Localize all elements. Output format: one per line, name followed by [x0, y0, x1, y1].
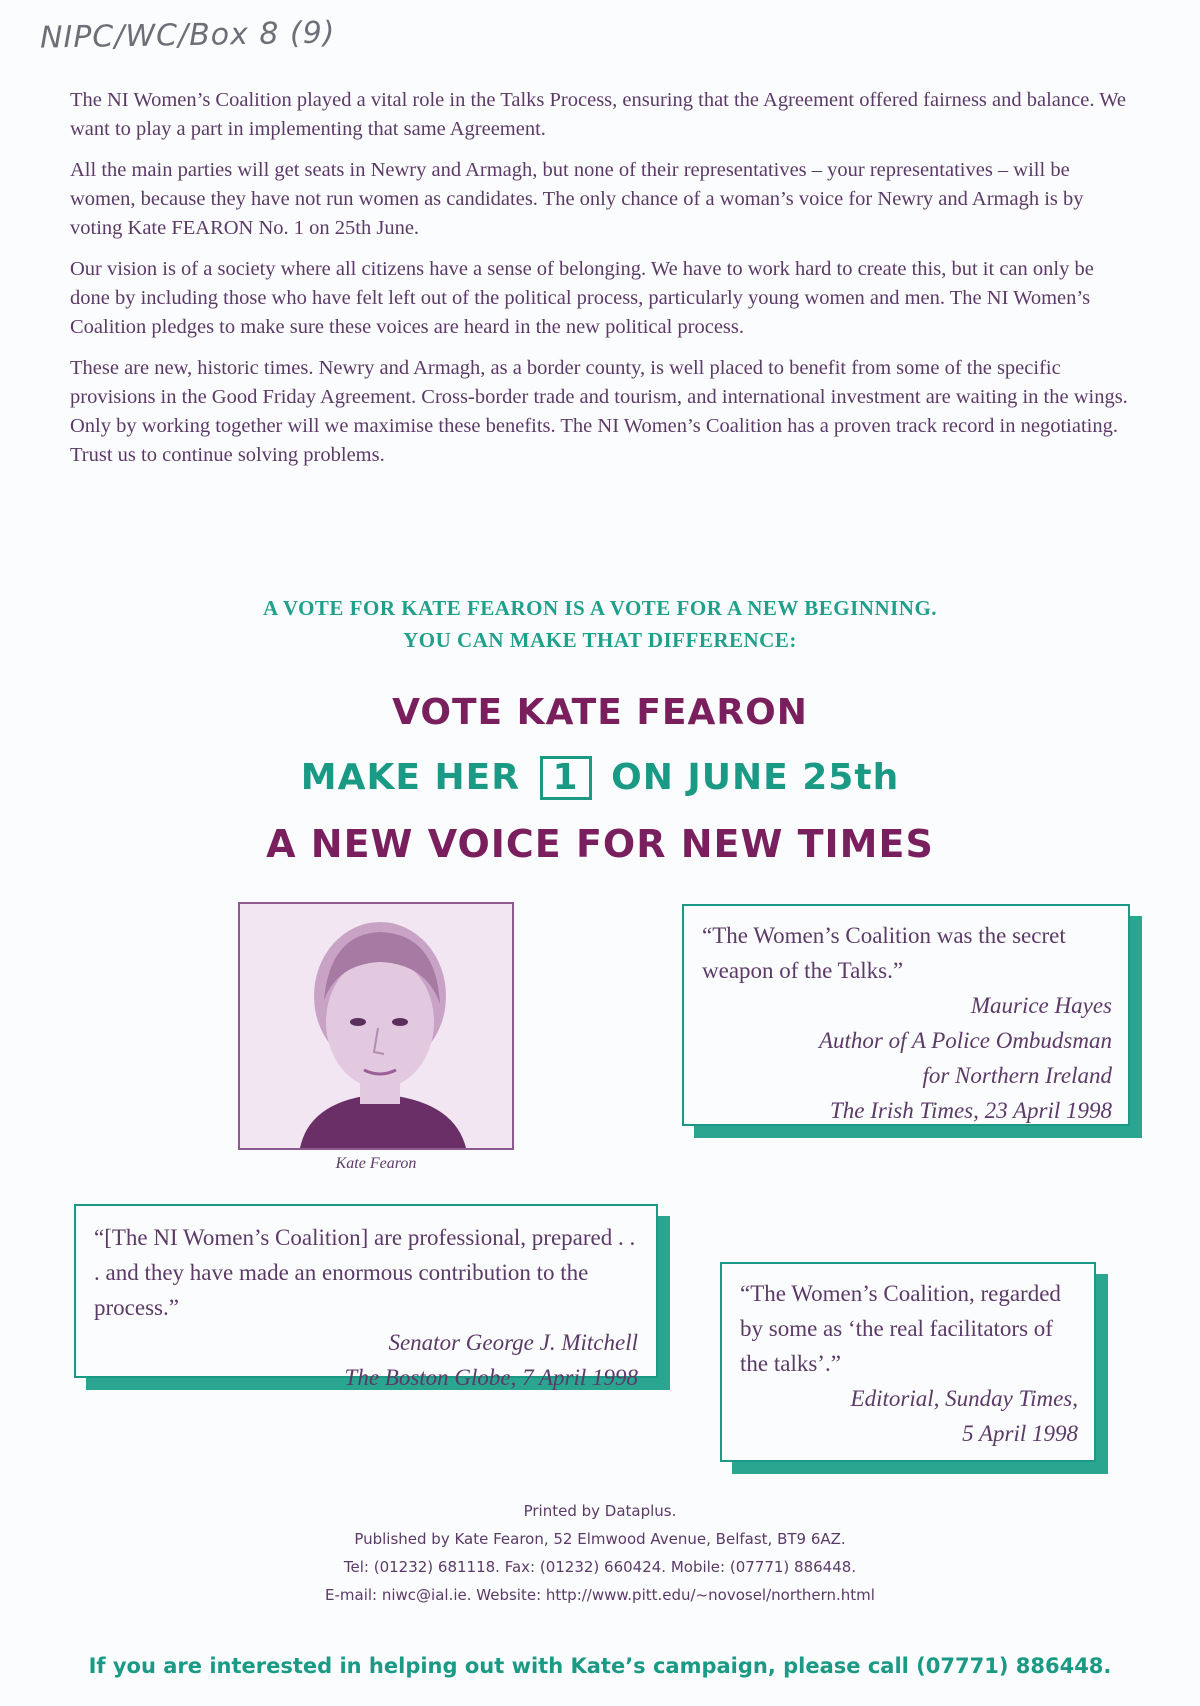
quote-attribution-source: The Irish Times, 23 April 1998	[830, 1098, 1112, 1123]
paragraph-1: The NI Women’s Coalition played a vital role in the Talks Process, ensuring that the Agreement offered fairness and balance. We want to play a part in implementing that same Agreement.	[70, 89, 1127, 140]
contact-numbers: Tel: (01232) 681118. Fax: (01232) 660424. Mobile: (07771) 886448.	[343, 1558, 857, 1576]
slogan-line-1: A VOTE FOR KATE FEARON IS A VOTE FOR A NEW BEGINNING.	[262, 596, 938, 620]
headline-make-her-one	[0, 756, 1200, 800]
quote-text: “The Women’s Coalition, regarded by some as ‘the real facilitators of the talks’.”	[740, 1281, 1061, 1376]
email-website: E-mail: niwc@ial.ie. Website: http://www.pitt.edu/~novosel/northern.html	[325, 1586, 875, 1604]
call-to-action: If you are interested in helping out with Kate’s campaign, please call (07771) 886448.	[88, 1654, 1112, 1678]
ballot-number-box: 1	[540, 756, 592, 800]
quote-box-mitchell	[74, 1204, 658, 1390]
headline-date: ON JUNE 25th	[611, 757, 900, 798]
paragraph-3: Our vision is of a society where all citizens have a sense of belonging. We have to work hard to create this, but it can only be done by including those who have felt left out of the political process, particularly young women and men. The NI Women’s Coalition pledges to make sure these voices are heard in the new political process.	[70, 258, 1094, 338]
publisher-footer	[0, 1497, 1200, 1609]
slogan	[0, 592, 1200, 656]
headline-make-her: MAKE HER	[300, 757, 520, 798]
quote-text: “[The NI Women’s Coalition] are professional, prepared . . . and they have made an enormous contribution to the process.”	[94, 1225, 636, 1320]
paragraph-4: These are new, historic times. Newry and Armagh, as a border county, is well placed to benefit from some of the specific provisions in the Good Friday Agreement. Cross-border trade and tourism, and international investment are waiting in the wings. Only by working together will we maximise these benefits. The NI Women’s Coalition has a proven track record in negotiating. Trust us to continue solving problems.	[70, 357, 1128, 466]
quote-attribution-role: Author of A Police Ombudsman	[818, 1028, 1112, 1053]
photo-caption: Kate Fearon	[335, 1155, 417, 1172]
headline-vote: VOTE KATE FEARON	[392, 692, 808, 733]
headline-new-voice: A NEW VOICE FOR NEW TIMES	[266, 822, 934, 866]
quote-attribution-role-cont: for Northern Ireland	[922, 1063, 1112, 1088]
quote-box-hayes	[682, 904, 1130, 1126]
archive-reference: NIPC/WC/Box 8 (9)	[39, 15, 336, 56]
published-by: Published by Kate Fearon, 52 Elmwood Avenue, Belfast, BT9 6AZ.	[354, 1530, 846, 1548]
quote-attribution-source: The Boston Globe, 7 April 1998	[344, 1365, 638, 1390]
quote-text: “The Women’s Coalition was the secret weapon of the Talks.”	[702, 923, 1066, 983]
candidate-photo	[238, 902, 514, 1150]
portrait-image	[240, 904, 512, 1148]
slogan-line-2: YOU CAN MAKE THAT DIFFERENCE:	[403, 628, 797, 652]
paragraph-2: All the main parties will get seats in Newry and Armagh, but none of their representatives – your representatives – will be women, because they have not run women as candidates. The only chance of a woman’s voice for Newry and Armagh is by voting Kate FEARON No. 1 on 25th June.	[70, 159, 1084, 239]
body-text	[70, 86, 1130, 482]
quote-attribution-name: Editorial, Sunday Times,	[850, 1386, 1078, 1411]
quote-attribution-name: Maurice Hayes	[970, 993, 1112, 1018]
quote-attribution-name: Senator George J. Mitchell	[388, 1330, 638, 1355]
printed-by: Printed by Dataplus.	[523, 1502, 677, 1520]
quote-box-sunday-times	[720, 1262, 1096, 1462]
quote-attribution-source: 5 April 1998	[962, 1421, 1078, 1446]
